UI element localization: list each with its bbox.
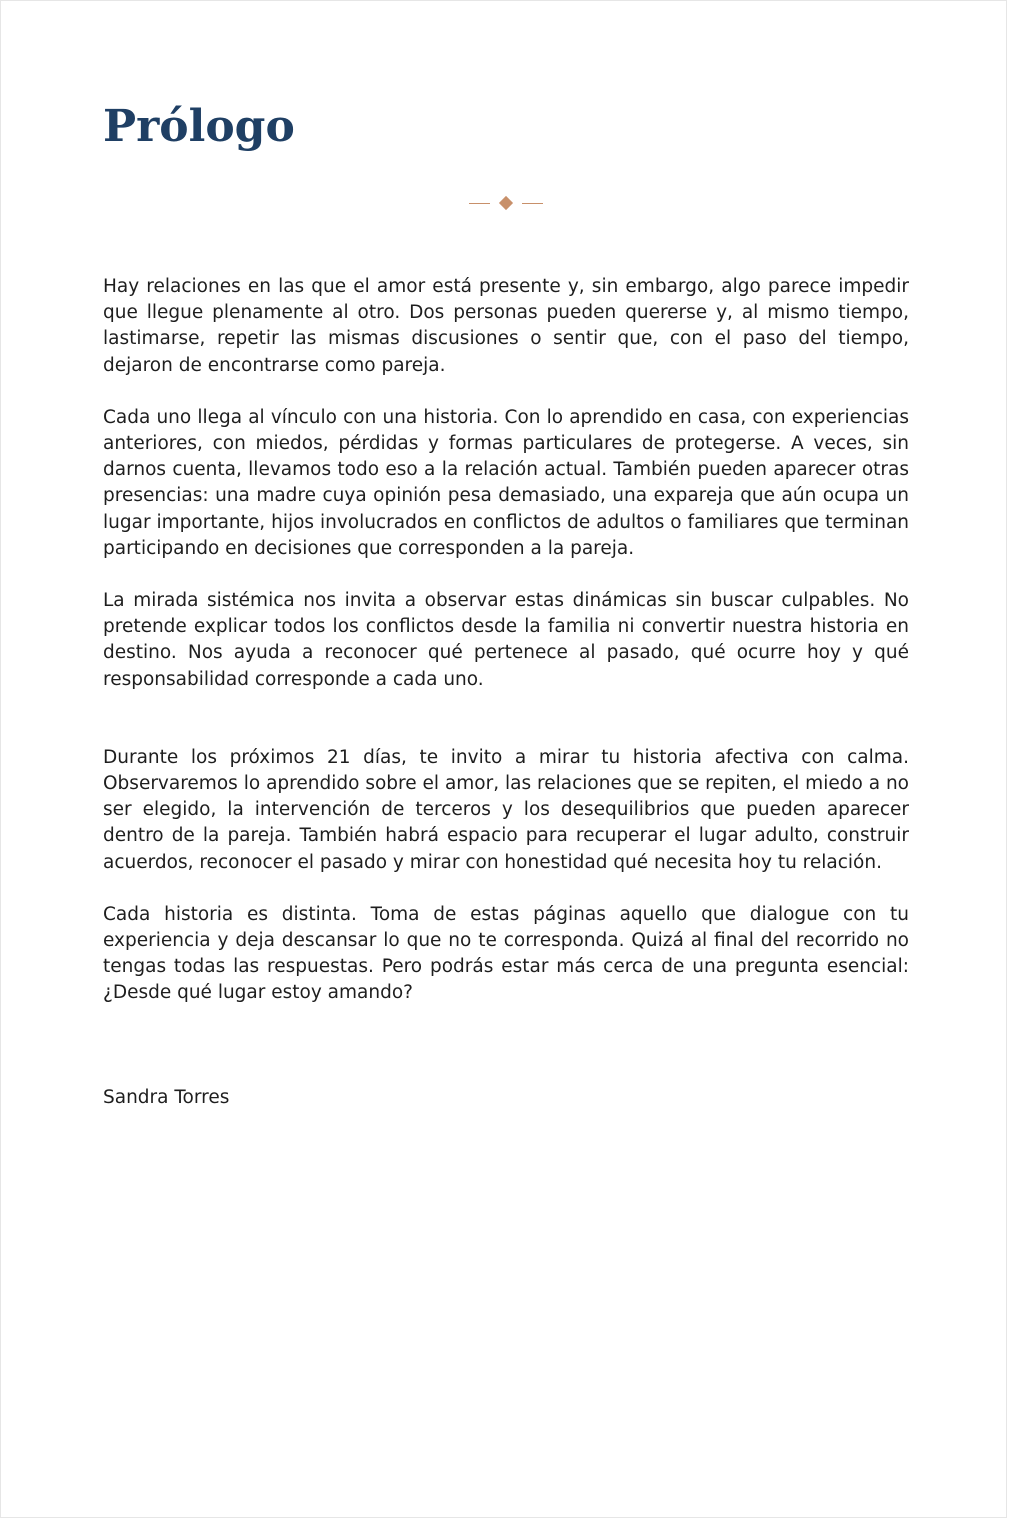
page-title: Prólogo	[103, 101, 295, 152]
paragraph-1: Hay relaciones en las que el amor está presente y, sin embargo, algo parece impedir que llegue plenamente al otro. Dos personas pueden quererse y, al mismo tiempo, lastimarse, repetir las mismas discusiones o sentir que, con el paso del tiempo, dejaron de encontrarse como pareja.	[103, 276, 909, 376]
paragraph-2: Cada uno llega al vínculo con una historia. Con lo aprendido en casa, con experiencias anteriores, con miedos, pérdidas y formas particulares de protegerse. A veces, sin darnos cuenta, llevamos todo eso a la relación actual. También pueden aparecer otras presencias: una madre cuya opinión pesa demasiado, una expareja que aún ocupa un lugar importante, hijos involucrados en conflictos de adultos o familiares que terminan participando en decisiones que corresponden a la pareja.	[103, 406, 909, 559]
author-signature: Sandra Torres	[103, 1086, 230, 1108]
title-ornament	[1, 193, 1009, 213]
paragraph-3: La mirada sistémica nos invita a observar estas dinámicas sin buscar culpables. No pretende explicar todos los conflictos desde la familia ni convertir nuestra historia en destino. Nos ayuda a reconocer qué pertenece al pasado, qué ocurre hoy y qué responsabilidad corresponde a cada uno.	[103, 590, 909, 690]
paragraph-4: Durante los próximos 21 días, te invito a mirar tu historia afectiva con calma. Observaremos lo aprendido sobre el amor, las relaciones que se repiten, el miedo a no ser elegido, la intervención de terceros y los desequilibrios que pueden aparecer dentro de la pareja. También habrá espacio para recuperar el lugar adulto, construir acuerdos, reconocer el pasado y mirar con honestidad qué necesita hoy tu relación.	[103, 746, 909, 873]
ornament-left-line	[469, 203, 490, 204]
paragraph-5: Cada historia es distinta. Toma de estas páginas aquello que dialogue con tu experiencia y deja descansar lo que no te corresponda. Quizá al final del recorrido no tengas todas las respuestas. Pero podrás estar más cerca de una pregunta esencial: ¿Desde qué lugar estoy amando?	[103, 903, 909, 1004]
diamond-icon	[498, 196, 512, 210]
ornament-right-line	[522, 203, 543, 204]
prologue-body	[103, 274, 909, 1111]
